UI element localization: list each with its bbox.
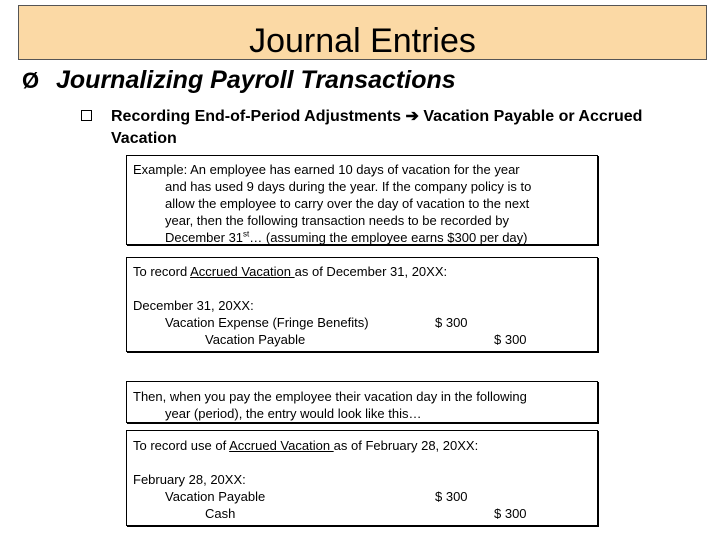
accrual-debit-account: Vacation Expense (Fringe Benefits) bbox=[165, 315, 369, 330]
subheading bbox=[86, 106, 716, 150]
accrual-credit-account: Vacation Payable bbox=[205, 332, 306, 347]
slide-title-bar bbox=[18, 5, 707, 60]
accrual-entry-box bbox=[126, 257, 598, 352]
use-credit-account: Cash bbox=[205, 506, 236, 521]
use-entry-box bbox=[126, 430, 598, 526]
example-line-3: allow the employee to carry over the day of vacation to the next bbox=[165, 196, 530, 211]
use-intro-post: as of February 28, 20XX: bbox=[333, 438, 479, 453]
example-line-1: Example: An employee has earned 10 days of vacation for the year bbox=[133, 162, 520, 177]
use-intro bbox=[133, 437, 591, 454]
example-line-4: year, then the following transaction needs to be recorded by bbox=[165, 213, 509, 228]
accrual-intro-pre: To record bbox=[133, 264, 191, 279]
subheading-line-2: Vacation bbox=[111, 130, 177, 147]
use-intro-underlined: Accrued Vacation bbox=[229, 438, 334, 453]
subheading-part-1: Recording End-of-Period Adjustments bbox=[111, 108, 402, 125]
example-assumption: … (assuming the employee earns $300 per day) bbox=[249, 230, 528, 245]
use-credit-amount: $ 300 bbox=[494, 506, 527, 521]
main-heading bbox=[22, 66, 456, 95]
square-bullet-icon bbox=[81, 110, 92, 121]
use-debit-row bbox=[133, 488, 591, 505]
subheading-text bbox=[86, 106, 716, 150]
example-box bbox=[126, 155, 598, 245]
accrual-debit-amount: $ 300 bbox=[435, 315, 468, 330]
subheading-line-1 bbox=[111, 108, 642, 125]
use-debit-account: Vacation Payable bbox=[165, 489, 266, 504]
use-intro-pre: To record use of bbox=[133, 438, 230, 453]
subheading-part-2: Vacation Payable or Accrued bbox=[423, 108, 643, 125]
example-date: December 31 bbox=[165, 230, 244, 245]
then-box bbox=[126, 381, 598, 423]
main-heading-text: Journalizing Payroll Transactions bbox=[56, 66, 456, 94]
accrual-intro bbox=[133, 263, 591, 280]
accrual-credit-amount: $ 300 bbox=[494, 332, 527, 347]
then-line-1: Then, when you pay the employee their vacation day in the following bbox=[133, 389, 527, 404]
use-credit-row bbox=[133, 505, 591, 522]
accrual-intro-post: as of December 31, 20XX: bbox=[294, 264, 448, 279]
use-debit-amount: $ 300 bbox=[435, 489, 468, 504]
arrow-bullet-icon: Ø bbox=[22, 68, 40, 93]
accrual-debit-row bbox=[133, 314, 591, 331]
use-date: February 28, 20XX: bbox=[133, 472, 246, 487]
right-arrow-icon: ➔ bbox=[405, 108, 419, 125]
accrual-intro-underlined: Accrued Vacation bbox=[190, 264, 295, 279]
slide-title: Journal Entries bbox=[249, 22, 476, 60]
example-line-5 bbox=[133, 229, 591, 246]
then-line-2: year (period), the entry would look like this… bbox=[165, 406, 422, 421]
accrual-credit-row bbox=[133, 331, 591, 348]
example-date-suffix: st bbox=[243, 229, 250, 239]
accrual-date: December 31, 20XX: bbox=[133, 298, 254, 313]
example-line-2: and has used 9 days during the year. If the company policy is to bbox=[165, 179, 532, 194]
